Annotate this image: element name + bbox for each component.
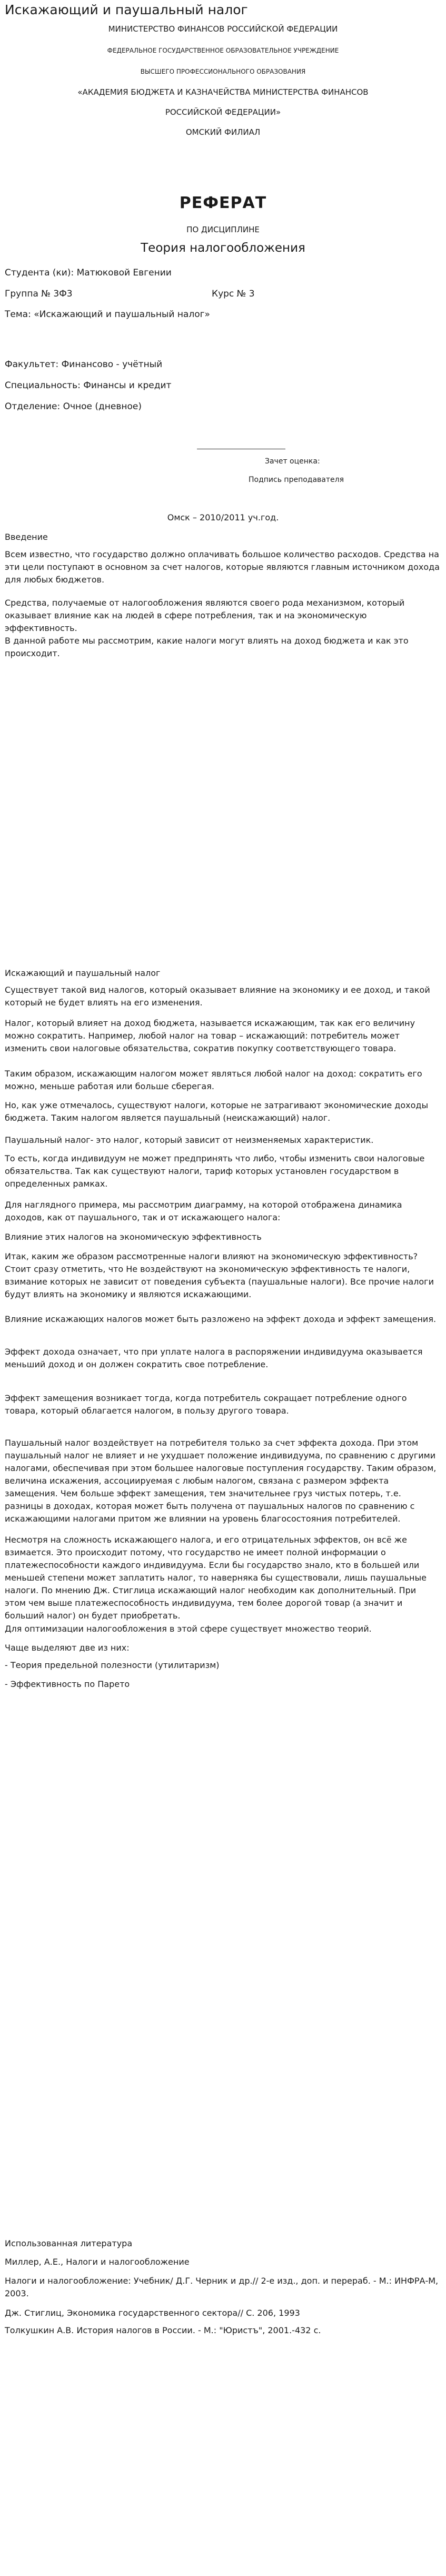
cover-course: Курс № 3	[212, 289, 255, 299]
intro-paragraph: Всем известно, что государство должно оплачивать большое количество расходов. Средства на эти цели поступают в основном за счет налогов, которые являются главным источником дохода для любых бюджетов.	[5, 549, 440, 585]
body-paragraph: Для наглядного примера, мы рассмотрим диаграмму, на которой отображена динамика доходов, как от паушального, так и от искажающего налога:	[5, 1200, 402, 1222]
intro-heading: Введение	[5, 532, 48, 542]
cover-branch: ОМСКИЙ ФИЛИАЛ	[185, 127, 261, 137]
list-item: - Теория предельной полезности (утилитаризм)	[5, 1660, 220, 1670]
body-paragraph: Но, как уже отмечалось, существуют налоги, которые не затрагивают экономические доходы бюджета. Таким налогом является паушальный (неискажающий) налог.	[5, 1100, 429, 1123]
body-paragraph: Влияние этих налогов на экономическую эффективность	[5, 1232, 262, 1242]
list-item: - Эффективность по Парето	[5, 1679, 130, 1689]
reference-item: Дж. Стиглиц, Экономика государственного сектора// С. 206, 1993	[5, 2308, 300, 2318]
references-heading: Использованная литература	[5, 2238, 133, 2248]
cover-discipline-label: ПО ДИСЦИПЛИНЕ	[186, 225, 260, 234]
cover-department: Отделение: Очное (дневное)	[5, 401, 142, 412]
cover-student: Студента (ки): Матюковой Евгении	[5, 268, 172, 278]
body-paragraph: Паушальный налог воздействует на потребителя только за счет эффекта дохода. При этом паушальный налог не влияет и не ухудшает положение индивидуума, по сравнению с другими налогами, обеспечивая при этом большее налоговые поступления государству. Таким образом, величина искажения, ассоциируемая с любым налогом, связана с размером эффекта замещения. Чем больше эффект замещения, тем значительнее груз чистых потерь, т.е. разницы в доходах, которая может быть получена от паушальных налогов по сравнению с искажающими налогами притом же влиянии на уровень благосостояния потребителей.	[5, 1438, 437, 1524]
body-paragraph: Паушальный налог- это налог, который зависит от неизменяемых характеристик.	[5, 1135, 374, 1145]
body-paragraph: Существует такой вид налогов, который оказывает влияние на экономику и ее доход, и такой который не будет влиять на его изменения.	[5, 985, 430, 1008]
reference-item: Миллер, А.Е., Налоги и налогообложение	[5, 2257, 190, 2267]
reference-item: Толкушкин А.В. История налогов в России. - М.: "Юристъ", 2001.-432 с.	[5, 2325, 321, 2335]
cover-heading: РЕФЕРАТ	[179, 194, 267, 212]
reference-item: Налоги и налогообложение: Учебник/ Д.Г. Черник и др.// 2-е изд., доп. и перераб. - М.: ИНФРА-М, 2003.	[5, 2276, 439, 2298]
cover-institution-type: ФЕДЕРАЛЬНОЕ ГОСУДАРСТВЕННОЕ ОБРАЗОВАТЕЛЬНОЕ УЧРЕЖДЕНИЕ	[107, 47, 339, 54]
body-paragraph: Чаще выделяют две из них:	[5, 1643, 130, 1653]
body-paragraph: Таким образом, искажающим налогом может являться любой налог на доход: сократить его можно, меньше работая или больше сберегая.	[5, 1069, 422, 1091]
intro-paragraph: Средства, получаемые от налогообложения являются своего рода механизмом, который оказывает влияние как на людей в сфере потребления, так и на экономическую эффективность.	[5, 598, 405, 633]
cover-discipline: Теория налогообложения	[141, 241, 305, 255]
cover-academy: «АКАДЕМИЯ БЮДЖЕТА И КАЗНАЧЕЙСТВА МИНИСТЕРСТВА ФИНАНСОВ	[77, 87, 369, 97]
cover-grade: Зачет оценка:	[265, 457, 320, 466]
cover-topic: Тема: «Искажающий и паушальный налог»	[5, 309, 210, 320]
cover-education-level: ВЫСШЕГО ПРОФЕССИОНАЛЬНОГО ОБРАЗОВАНИЯ	[140, 68, 306, 75]
cover-teacher-signature: Подпись преподавателя	[249, 476, 344, 484]
body-paragraph: Итак, каким же образом рассмотренные налоги влияют на экономическую эффективность? Стоит сразу отметить, что Не воздействуют на экономическую эффективность те налоги, взимание которых не зависит от поведения субъекта (паушальные налоги). Все прочие налоги будут влиять на экономику и являются искажающими.	[5, 1251, 434, 1299]
intro-paragraph: В данной работе мы рассмотрим, какие налоги могут влиять на доход бюджета и как это происходит.	[5, 636, 409, 658]
body-paragraph: Эффект дохода означает, что при уплате налога в распоряжении индивидуума оказывается меньший доход и он должен сократить свое потребление.	[5, 1347, 423, 1369]
body-paragraph: То есть, когда индивидуум не может предпринять что либо, чтобы изменить свои налоговые обязательства. Так как существуют налоги, тариф которых установлен государством в определенных рамках.	[5, 1153, 425, 1189]
cover-faculty: Факультет: Финансово - учётный	[5, 359, 163, 370]
body-paragraph: Для оптимизации налогообложения в этой сфере существует множество теорий.	[5, 1624, 372, 1634]
cover-ministry: МИНИСТЕРСТВО ФИНАНСОВ РОССИЙСКОЙ ФЕДЕРАЦИИ	[108, 24, 338, 34]
cover-specialty: Специальность: Финансы и кредит	[5, 380, 172, 391]
document-title: Искажающий и паушальный налог	[5, 2, 248, 17]
cover-federation: РОССИЙСКОЙ ФЕДЕРАЦИИ»	[165, 107, 281, 117]
body-paragraph: Влияние искажающих налогов может быть разложено на эффект дохода и эффект замещения.	[5, 1314, 437, 1324]
body-paragraph: Эффект замещения возникает тогда, когда потребитель сокращает потребление одного товара, который облагается налогом, в пользу другого товара.	[5, 1393, 407, 1416]
body-paragraph: Налог, который влияет на доход бюджета, называется искажающим, так как его величину можно сократить. Например, любой налог на товар – искажающий: потребитель может изменить свои налоговые обязательства, сократив покупку соответствующего товара.	[5, 1018, 415, 1053]
body-paragraph: Несмотря на сложность искажающего налога, и его отрицательных эффектов, он всё же взимается. Это происходит потому, что государство не имеет полной информации о платежеспособности каждого индивидуума. Если бы государство знало, кто в большей или меньшей степени может заплатить налог, то наверняка бы существовали, лишь паушальные налоги. По мнению Дж. Стиглица искажающий налог необходим как дополнительный. При этом чем выше платежеспособность индивидуума, тем более дорогой товар (а значит и больший налог) он будет приобретать.	[5, 1535, 427, 1621]
cover-city-year: Омск – 2010/2011 уч.год.	[167, 512, 279, 522]
section-heading: Искажающий и паушальный налог	[5, 968, 161, 978]
cover-group: Группа № 3Ф3	[5, 289, 73, 299]
